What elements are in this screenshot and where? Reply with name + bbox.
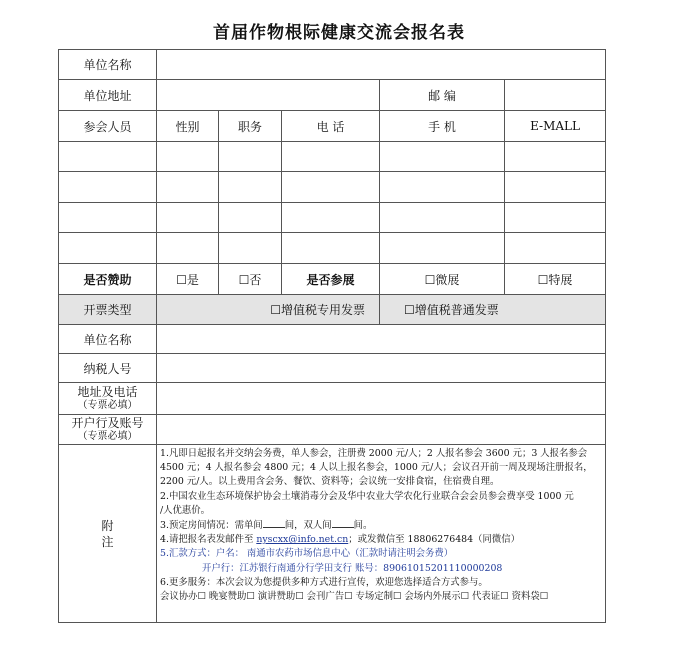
unit-address-field[interactable]	[157, 80, 380, 111]
taxpayer-field[interactable]	[157, 354, 606, 383]
attendee-name-cell[interactable]	[59, 172, 157, 203]
notes-row	[59, 445, 606, 623]
attendee-position-cell[interactable]	[219, 172, 282, 203]
note-3-post: 间。	[353, 520, 373, 532]
attendee-position-cell[interactable]	[219, 233, 282, 264]
attendee-email-cell[interactable]	[505, 203, 606, 233]
attendee-gender-cell[interactable]	[157, 233, 219, 264]
attendee-position-cell[interactable]	[219, 142, 282, 172]
addr-phone-field[interactable]	[157, 383, 606, 415]
invoice-type-label: 开票类型	[59, 295, 157, 325]
vat-special-checkbox[interactable]: ☐增值税专用发票	[157, 295, 380, 325]
note-1b: 4500 元；4 人报名参会 4800 元；4 人以上报名参会，1000 元/人；会议召开前一周及现场注册报名，	[160, 462, 593, 474]
addr-phone-text: 地址及电话	[77, 384, 138, 399]
attendee-email-cell[interactable]	[505, 233, 606, 264]
note-2b: /人优惠价。	[160, 504, 211, 516]
unit-address-row	[59, 80, 606, 111]
sponsor-label: 是否赞助	[59, 264, 157, 295]
attendee-header-row	[59, 111, 606, 142]
note-5a: 5.汇款方式：户名： 南通市农药市场信息中心（汇款时请注明会务费）	[160, 548, 454, 560]
double-room-blank[interactable]	[332, 518, 354, 528]
attendee-row	[59, 172, 606, 203]
invoice-unit-field[interactable]	[157, 325, 606, 354]
unit-address-label: 单位地址	[59, 80, 157, 111]
position-header: 职务	[219, 111, 282, 142]
note-5b: 开户行：江苏银行南通分行学田支行 账号：89061015201110000208	[202, 562, 503, 574]
note-1a: 1.凡即日起报名并交纳会务费，单人参会，注册费 2000 元/人；2 人报名参会 3600 元；3 人报名参会	[160, 448, 588, 459]
attendee-row	[59, 203, 606, 233]
note-4-pre: 4.请把报名表发邮件至	[160, 534, 257, 546]
attendee-email-cell[interactable]	[505, 142, 606, 172]
email-header: E-MALL	[505, 111, 606, 142]
attendee-phone-cell[interactable]	[282, 172, 380, 203]
postcode-label: 邮 编	[380, 80, 505, 111]
attendees-header: 参会人员	[59, 111, 157, 142]
addr-phone-note: （专票必填）	[77, 399, 138, 411]
attendee-phone-cell[interactable]	[282, 142, 380, 172]
note-2a: 2.中国农业生态环境保护协会土壤消毒分会及华中农业大学农化行业联合会会员参会费享受 1000 元	[160, 490, 574, 502]
attendee-name-cell[interactable]	[59, 142, 157, 172]
notes-label-1: 附	[101, 518, 114, 533]
attendee-phone-cell[interactable]	[282, 233, 380, 264]
email-link[interactable]: nyscxx@info.net.cn	[256, 534, 349, 546]
attendee-mobile-cell[interactable]	[380, 233, 505, 264]
taxpayer-label: 纳税人号	[59, 354, 157, 383]
sponsor-row	[59, 264, 606, 295]
gender-header: 性别	[157, 111, 219, 142]
invoice-unit-row	[59, 325, 606, 354]
phone-header: 电 话	[282, 111, 380, 142]
invoice-type-row	[59, 295, 606, 325]
note-3-mid: 间，双人间	[284, 520, 332, 532]
attendee-name-cell[interactable]	[59, 203, 157, 233]
bank-label	[59, 415, 157, 445]
note-3	[160, 518, 603, 533]
micro-exhibit-checkbox[interactable]: ☐微展	[380, 264, 505, 295]
note-7: 会议协办☐ 晚宴赞助☐ 演讲赞助☐ 会刊广告☐ 专场定制☐ 会场内外展示☐ 代表证☐ 资料袋☐	[160, 591, 549, 603]
sponsor-yes-checkbox[interactable]: ☐是	[157, 264, 219, 295]
bank-row	[59, 415, 606, 445]
attendee-name-cell[interactable]	[59, 233, 157, 264]
attendee-gender-cell[interactable]	[157, 142, 219, 172]
attendee-position-cell[interactable]	[219, 203, 282, 233]
form-title: 首届作物根际健康交流会报名表	[213, 23, 465, 43]
note-4-post: ；或发微信至 18806276484（同微信）	[348, 534, 520, 546]
vat-normal-checkbox[interactable]: ☐增值税普通发票	[380, 295, 606, 325]
attendee-mobile-cell[interactable]	[380, 172, 505, 203]
bank-text: 开户行及账号	[71, 415, 144, 430]
addr-phone-label	[59, 383, 157, 415]
exhibit-label: 是否参展	[282, 264, 380, 295]
registration-form-table	[58, 49, 606, 623]
note-6: 6.更多服务：本次会议为您提供多种方式进行宣传，欢迎您选择适合方式参与。	[160, 576, 488, 588]
mobile-header: 手 机	[380, 111, 505, 142]
single-room-blank[interactable]	[263, 518, 285, 528]
special-exhibit-checkbox[interactable]: ☐特展	[505, 264, 606, 295]
addr-phone-row	[59, 383, 606, 415]
postcode-field[interactable]	[505, 80, 606, 111]
taxpayer-row	[59, 354, 606, 383]
attendee-row	[59, 142, 606, 172]
sponsor-no-checkbox[interactable]: ☐否	[219, 264, 282, 295]
notes-label-2: 注	[101, 534, 114, 549]
attendee-email-cell[interactable]	[505, 172, 606, 203]
attendee-gender-cell[interactable]	[157, 172, 219, 203]
note-4	[160, 533, 603, 547]
note-1c: 2200 元/人。以上费用含会务、餐饮、资料等；会议统一安排食宿，住宿费自理。	[160, 476, 500, 488]
bank-note: （专票必填）	[77, 430, 138, 442]
attendee-gender-cell[interactable]	[157, 203, 219, 233]
unit-name-row	[59, 50, 606, 80]
attendee-mobile-cell[interactable]	[380, 203, 505, 233]
invoice-unit-label: 单位名称	[59, 325, 157, 354]
bank-field[interactable]	[157, 415, 606, 445]
attendee-phone-cell[interactable]	[282, 203, 380, 233]
notes-label	[59, 445, 157, 623]
notes-content	[157, 445, 606, 623]
attendee-mobile-cell[interactable]	[380, 142, 505, 172]
note-3-pre: 3.预定房间情况：需单间	[160, 520, 263, 532]
unit-name-field[interactable]	[157, 50, 606, 80]
attendee-row	[59, 233, 606, 264]
unit-name-label: 单位名称	[59, 50, 157, 80]
